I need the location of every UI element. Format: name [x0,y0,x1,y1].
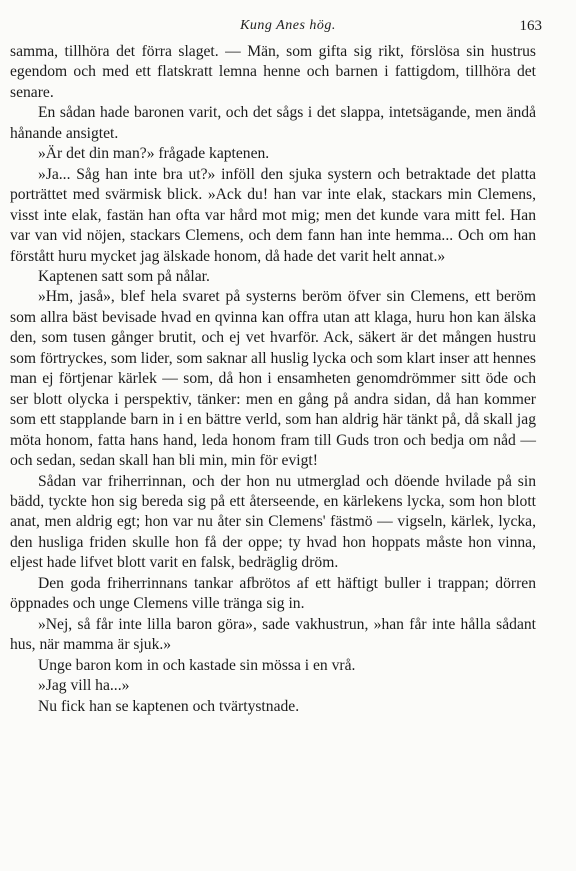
page-number: 163 [519,18,542,34]
paragraph: En sådan hade baronen varit, och det sågs i det slappa, intetsägande, men ändå hånande ansigtet. [10,104,536,142]
paragraph: »Nej, så får inte lilla baron göra», sade vakhustrun, »han får inte hålla sådant hus, när mamma är sjuk.» [10,615,536,654]
running-title: Kung Anes hög. [240,18,336,33]
paragraph: Unge baron kom in och kastade sin mössa i en vrå. [38,656,356,674]
page-header [0,14,576,40]
paragraph: Den goda friherrinnans tankar afbrötos af ett häftigt buller i trappan; dörren öppnades och unge Clemens ville tränga sig in. [10,574,536,613]
paragraph: Sådan var friherrinnan, och der hon nu utmerglad och döende hvilade på sin bädd, tyckte hon sig bereda sig på ett återseende, en kärlekens lycka, som hon blott anat, men aldrig egt; hon var nu åter sin Clemens' fästmö — vigseln, kärlek, lycka, den husliga friden skulle hon få der oppe; ty hvad hon hoppats måste hon vinna, eljest hade lifvet blott varit en falsk, bedräglig dröm. [10,472,536,572]
paragraph: »Ja... Såg han inte bra ut?» inföll den sjuka systern och betraktade det platta porträttet med svärmisk blick. »Ack du! han var inte elak, stackars min Clemens, visst inte elak, fastän han ofta var hård mot mig; men det kunde vara mitt fel. Han var van vid nöjen, stackars Clemens, och dem fann han inte hemma... Och om han förstått huru mycket jag älskade honom, då hade det varit helt annat.» [10,165,536,265]
paragraph: Nu fick han se kaptenen och tvärtystnade. [38,697,300,715]
paragraph: »Är det din man?» frågade kaptenen. [38,145,270,163]
paragraph: »Hm, jaså», blef hela svaret på systerns beröm öfver sin Clemens, ett beröm som allra bäst bevisade hvad en qvinna kan offra utan att klaga, huru hon kan älska den, som tusen gånger brutit, och ej vet hvarför. Ack, säkert är det mången hustru som förtryckes, som lider, som saknar all huslig lycka och som klart inser att hennes man ej förtjenar kärlek — som, då hon i ensamheten genomdrömmer sitt öde och ser blott olycka i perspektiv, tänker: men en gång på andra sidan, då han kommer som ett stapplande barn in i en bättre verld, som han aldrig här tänkt på, då skall jag möta honom, fatta hans hand, leda honom fram till Guds tron och bedja om nåd — och sedan, sedan skall han bli min, min för evigt! [10,288,536,470]
body-text [10,42,536,717]
paragraph: »Jag vill ha...» [38,677,130,695]
paragraph: Kaptenen satt som på nålar. [38,267,210,285]
paragraph: samma, tillhöra det förra slaget. — Män, som gifta sig rikt, förslösa sin hustrus egendom och med ett flatskratt lemna henne och barnen i fattigdom, tillhöra det senare. [10,43,536,101]
